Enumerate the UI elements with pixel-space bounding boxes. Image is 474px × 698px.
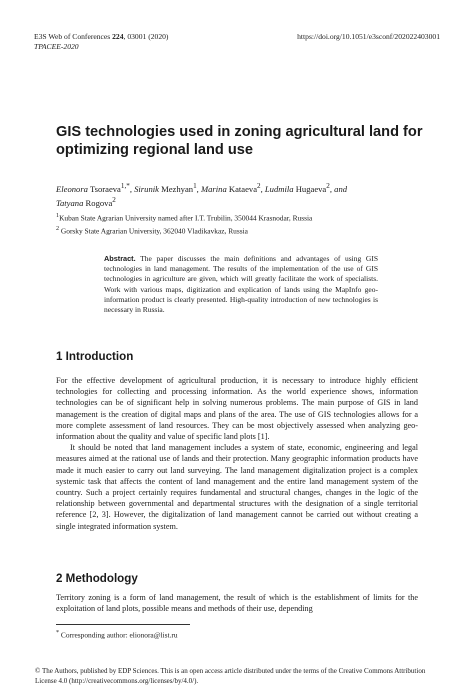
author-4-given: Ludmila: [264, 183, 294, 194]
journal-citation: [34, 32, 168, 42]
affiliation-2: [56, 224, 426, 237]
section-heading-methodology: 2 Methodology: [56, 572, 138, 585]
affiliations: [56, 211, 426, 236]
affiliation-1-sup: 1: [56, 213, 60, 219]
footnote-mark: *: [56, 630, 60, 636]
author-2-given: Sirunik: [134, 183, 159, 194]
doi-link[interactable]: https://doi.org/10.1051/e3sconf/202022403001: [297, 32, 440, 41]
author-and: and: [334, 183, 348, 194]
license-footer: © The Authors, published by EDP Sciences. This is an open access article distributed under the terms of the Creative Commons Attribution License 4.0 (http://creativecommons.org/licenses/by/4.0/).: [35, 667, 426, 685]
methodology-body: [56, 592, 418, 614]
conference-name: TPACEE-2020: [34, 42, 79, 51]
methodology-paragraph-1: Territory zoning is a form of land management, the result of which is the establishment of limits for the exploitation of land plots, possible means and methods of their use, depending: [56, 593, 418, 614]
author-1-sup: 1,*: [120, 182, 130, 190]
introduction-paragraph-1: For the effective development of agricultural production, it is necessary to introduce highly efficient technologies for collecting and processing information. As the world experience shows, information technologies can be of significant help in solving numerous problems. The main purpose of GIS in land management is the creation of digital maps and plans of the area. The use of GIS technologies allows for a more complete assessment of land resources. They can be most objectively assessed when analyzing geo-information about the quality and value of specific land plots [1].: [56, 376, 418, 442]
author-5-given: Tatyana: [56, 198, 84, 209]
introduction-paragraph-2: It should be noted that land management includes a system of state, economic, engineering and legal measures aimed at the rational use of lands and their protection. Many geographic information products have made it much easier to carry out land surveying. The land management digitalization project is a complex systemic task that affects the content of land management and the entire land management system of the country. Such a project certainly requires fundamental and structural changes, changes in the logic of the relationship between governmental and departmental structures with the designation of a single territorial reference [2, 3]. However, the digitalization of land management cannot be carried out without creating a single integrated information system.: [56, 443, 418, 531]
paper-title: GIS technologies used in zoning agricultural land for optimizing regional land use: [56, 124, 423, 158]
abstract-label: Abstract.: [104, 254, 136, 263]
author-5-sup: 2: [112, 196, 116, 205]
affiliation-2-sup: 2: [56, 225, 60, 232]
author-1-given: Eleonora: [56, 183, 88, 194]
footnote: [56, 628, 178, 640]
footnote-text: Corresponding author: elionora@list.ru: [59, 630, 178, 640]
affiliation-1: [56, 211, 426, 224]
abstract: [104, 254, 378, 315]
author-2-sup: 1: [193, 182, 197, 190]
journal-prefix: E3S Web of Conferences: [34, 32, 113, 41]
author-3-given: Marina: [200, 183, 227, 194]
footnote-divider: [56, 624, 190, 625]
author-4-sup: 2: [326, 182, 330, 190]
article-info: , 03001 (2020): [123, 32, 169, 41]
author-4-family: Hugaeva: [293, 183, 327, 194]
author-5-family: Rogova: [83, 198, 113, 209]
author-3-family: Kataeva: [226, 183, 258, 194]
author-2-family: Mezhyan: [158, 183, 194, 194]
affiliation-1-text: Kuban State Agrarian University named after I.T. Trubilin, 350044 Krasnodar, Russia: [59, 213, 313, 223]
section-heading-introduction: 1 Introduction: [56, 350, 134, 363]
affiliation-2-text: Gorsky State Agrarian University, 362040 Vladikavkaz, Russia: [59, 226, 248, 236]
introduction-body: [56, 375, 418, 532]
author-3-sup: 2: [257, 182, 261, 190]
author-list: Eleonora Tsoraeva$^{1,*}$, Sirunik Mezhyan$^1$, Marina Kataeva$^2$, Ludmila Hugaeva$^2$, and Tatyana Rogova$^2$: [56, 182, 348, 209]
journal-volume: 224: [112, 32, 124, 41]
author-1-family: Tsoraeva: [87, 183, 121, 194]
abstract-text: The paper discusses the main definitions and advantages of using GIS technologies in land management. The results of the implementation of the use of GIS technologies in agriculture are given, which will greatly facilitate the work of specialists. Work with various maps, digitization and explication of lands using the MapInfo geo-information product is clearly presented. High-quality introduction of new technologies is necessary in Russia.: [104, 254, 378, 315]
